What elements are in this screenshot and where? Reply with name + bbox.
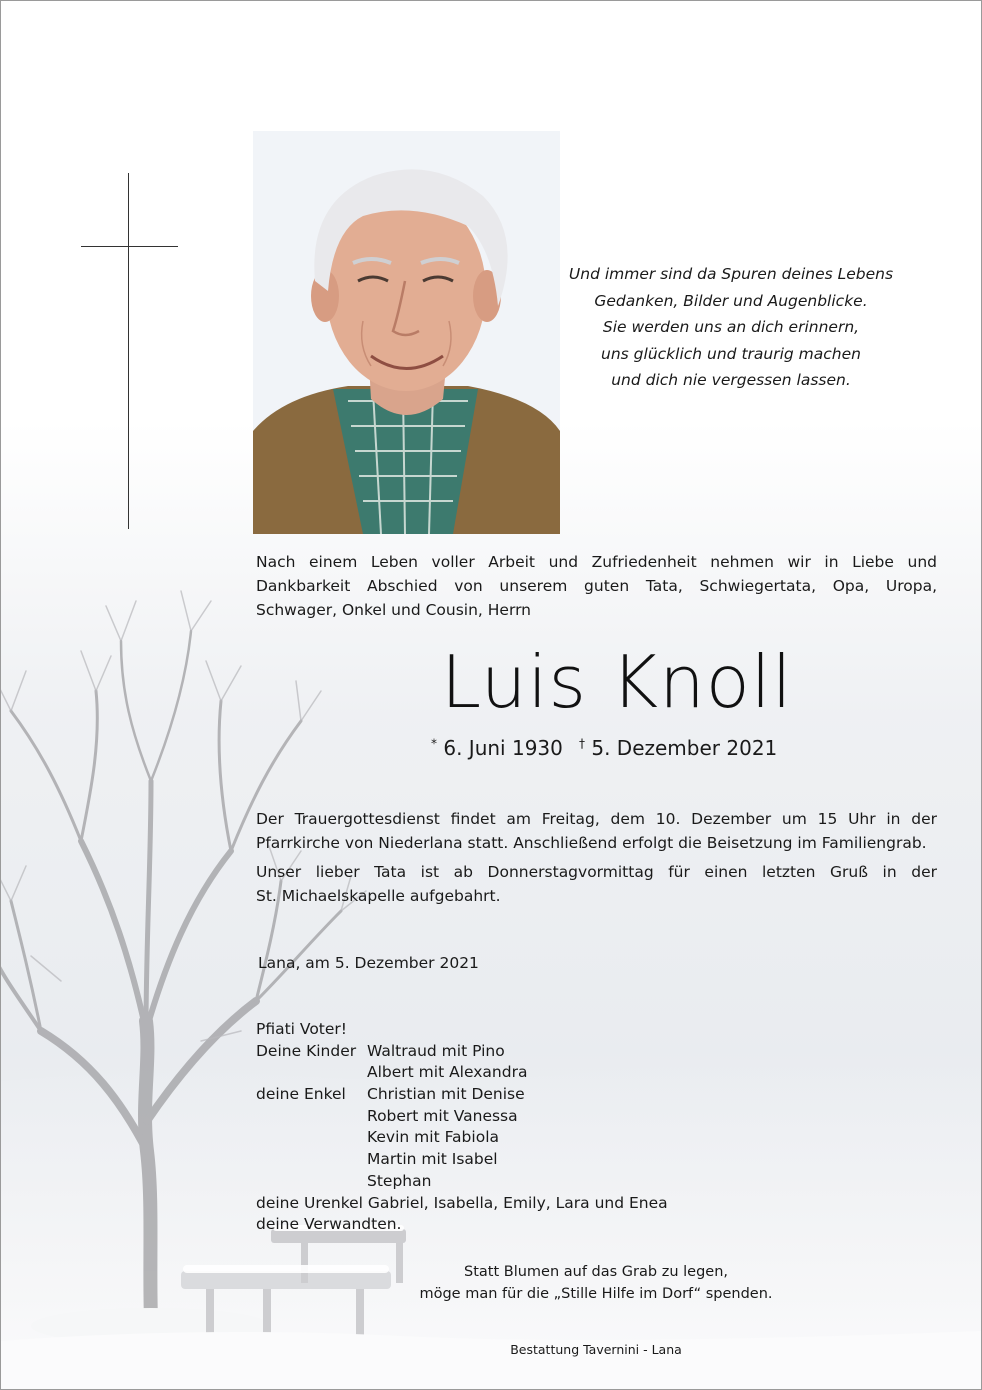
family-row <box>256 1106 668 1128</box>
cross-horizontal-bar <box>81 246 178 247</box>
details-line: Unser lieber Tata ist ab Donnerstagvormittag für einen letzten Gruß in der <box>256 863 937 881</box>
verse-line: Gedanken, Bilder und Augenblicke. <box>594 291 868 310</box>
donation-line: Statt Blumen auf das Grab zu legen, <box>464 1264 728 1280</box>
death-date-text: 5. Dezember 2021 <box>591 736 778 760</box>
birth-symbol: * <box>431 736 437 751</box>
funeral-home: Bestattung Tavernini - Lana <box>510 1342 682 1357</box>
family-value: Martin mit Isabel <box>367 1150 498 1169</box>
family-row <box>256 1084 668 1106</box>
great-grandchildren: deine Urenkel Gabriel, Isabella, Emily, Lara und Enea <box>256 1193 668 1212</box>
intro-paragraph <box>256 550 937 622</box>
family-row <box>256 1041 668 1063</box>
deceased-name: Luis Knoll <box>441 640 793 724</box>
verse-line: und dich nie vergessen lassen. <box>611 371 851 389</box>
donation-note <box>396 1261 796 1305</box>
family-row <box>256 1171 668 1193</box>
intro-line: Schwager, Onkel und Cousin, Herrn <box>256 601 531 619</box>
verse-line: uns glücklich und traurig machen <box>601 344 861 363</box>
details-line: Der Trauergottesdienst findet am Freitag, dem 10. Dezember um 15 Uhr in der <box>256 810 937 828</box>
greeting: Pfiati Voter! <box>256 1020 348 1038</box>
service-details <box>256 807 937 908</box>
family-row <box>256 1062 668 1084</box>
family-row <box>256 1149 668 1171</box>
death-symbol: † <box>579 736 585 751</box>
intro-line: Dankbarkeit Abschied von unserem guten Tata, Schwiegertata, Opa, Uropa, <box>256 577 937 595</box>
family-label: Deine Kinder <box>256 1041 357 1060</box>
death-date <box>579 736 777 760</box>
family-row <box>256 1127 668 1149</box>
place-and-date: Lana, am 5. Dezember 2021 <box>258 954 479 972</box>
intro-line: Nach einem Leben voller Arbeit und Zufriedenheit nehmen wir in Liebe und <box>256 553 937 571</box>
relatives: deine Verwandten. <box>256 1215 402 1234</box>
mourners-list <box>256 1019 668 1236</box>
memorial-verse <box>561 261 901 394</box>
donation-line: möge man für die „Stille Hilfe im Dorf“ spenden. <box>419 1286 773 1302</box>
portrait-photo <box>253 131 560 534</box>
family-label: deine Enkel <box>256 1085 346 1104</box>
family-value: Albert mit Alexandra <box>367 1063 528 1082</box>
verse-line: Sie werden uns an dich erinnern, <box>602 318 860 336</box>
family-value: Christian mit Denise <box>367 1085 525 1104</box>
verse-line: Und immer sind da Spuren deines Lebens <box>568 265 894 283</box>
birth-date-text: 6. Juni 1930 <box>443 736 563 760</box>
cross-vertical-bar <box>128 173 129 529</box>
family-value: Stephan <box>367 1171 432 1190</box>
details-line: Pfarrkirche von Niederlana statt. Anschließend erfolgt die Beisetzung im Familiengrab. <box>256 834 927 852</box>
family-value: Robert mit Vanessa <box>367 1106 518 1125</box>
details-line: St. Michaelskapelle aufgebahrt. <box>256 887 501 905</box>
family-value: Kevin mit Fabiola <box>367 1128 499 1147</box>
family-value: Waltraud mit Pino <box>367 1041 505 1060</box>
birth-date <box>431 736 563 760</box>
portrait-illustration <box>253 131 560 534</box>
